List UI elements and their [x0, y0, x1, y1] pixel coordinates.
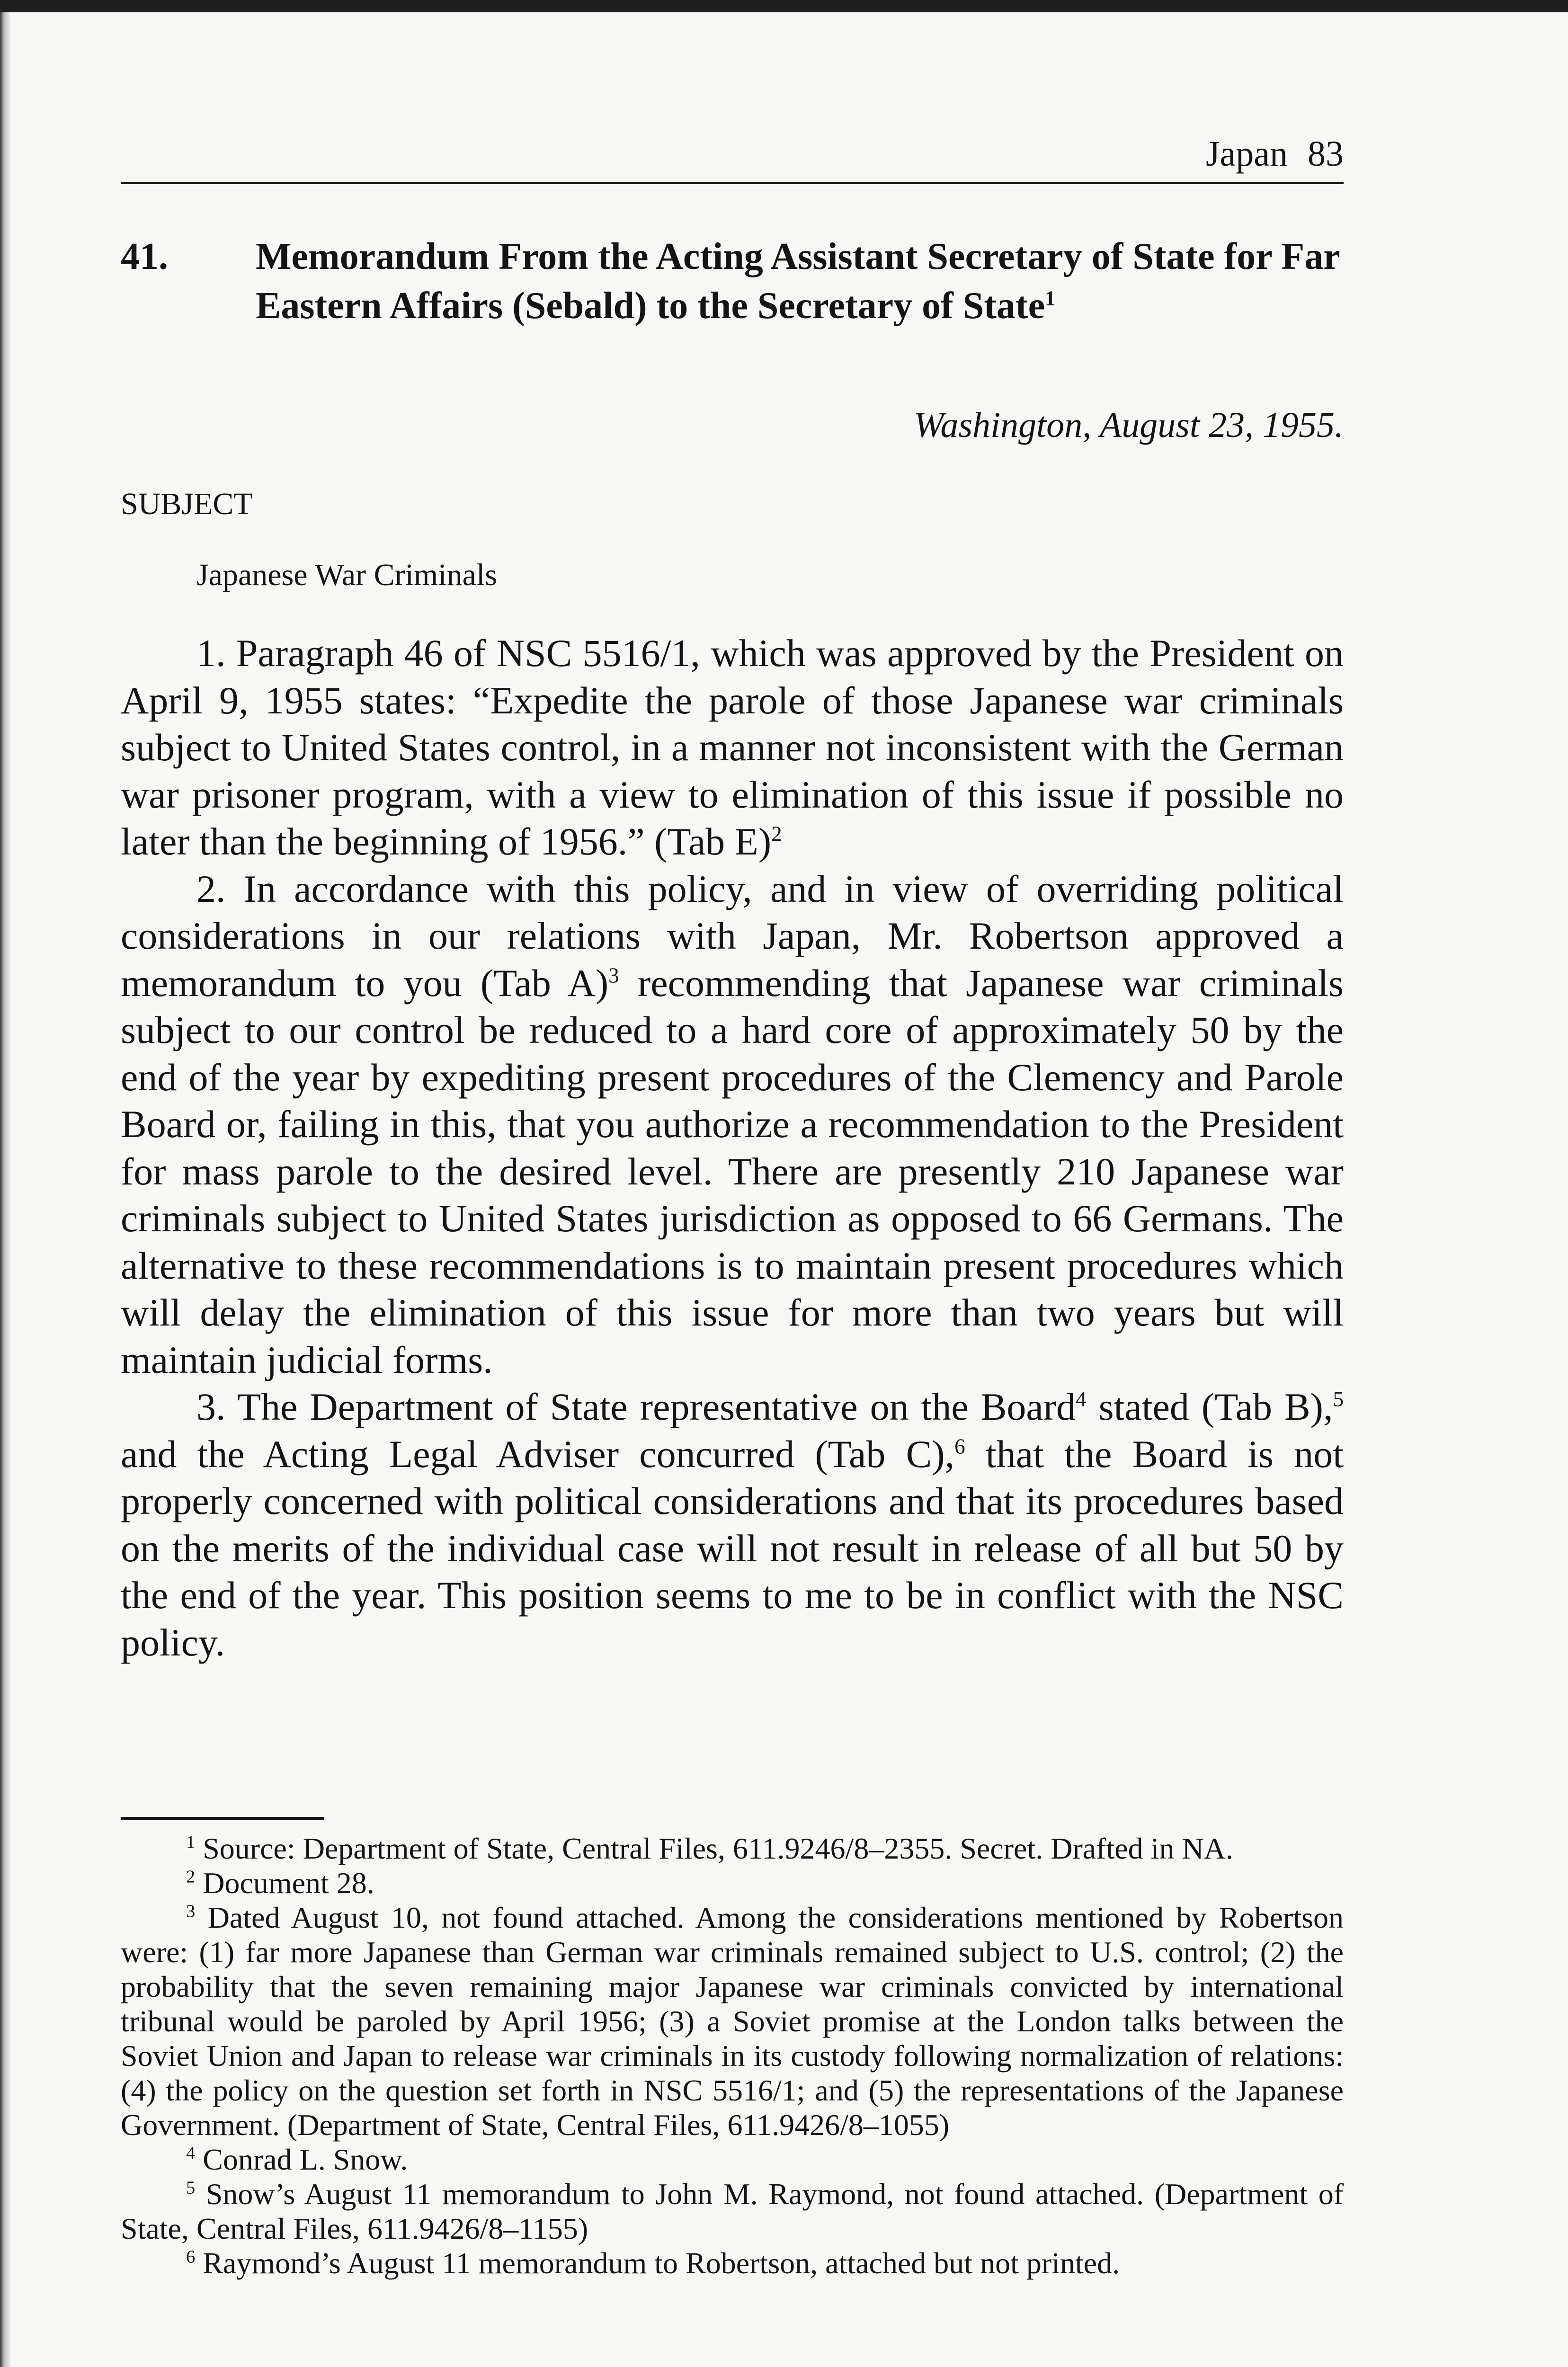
paragraph-1: 1. Paragraph 46 of NSC 5516/1, which was approved by the President on April 9, 1955 states: “Expedite the parole of those Japanese war criminals subject to United States control, in a manner not inconsistent with the German war prisoner program, with a view to elimination of this issue if possible no later than the beginning of 1956.” (Tab E)$^2$	[121, 632, 1344, 863]
footnote-4: $^4$ Conrad L. Snow.	[186, 2143, 408, 2176]
footnote-ref: 6	[954, 1434, 965, 1459]
footnote-ref: 5	[1333, 1387, 1344, 1411]
subject-value: Japanese War Criminals	[196, 558, 497, 592]
dateline: Washington, August 23, 1955.	[914, 405, 1344, 445]
paragraph-2: 2. In accordance with this policy, and in view of overriding political considerations in our relations with Japan, Mr. Robertson approved a memorandum to you (Tab A)$^3$ recommending that Japanese war criminals subject to our control be reduced to a hard core of approximately 50 by the end of the year by expediting present procedures of the Clemency and Parole Board or, failing in this, that you authorize a recommendation to the President for mass parole to the desired level. There are presently 210 Japanese war criminals subject to United States jurisdiction as opposed to 66 Germans. The alternative to these recommendations is to maintain present procedures which will delay the elimination of this issue for more than two years but will maintain judicial forms.	[121, 867, 1344, 1381]
subject-label: SUBJECT	[121, 487, 253, 521]
footnote-ref: 4	[1076, 1387, 1087, 1411]
page-number: 83	[1308, 134, 1344, 174]
memo-body	[121, 630, 1344, 1666]
footnotes	[121, 1831, 1344, 2280]
footnote-3: $^3$ Dated August 10, not found attached. Among the considerations mentioned by Robertson were: (1) far more Japanese than German war criminals remained subject to U.S. control; (2) the probability that the seven remaining major Japanese war criminals convicted by international tribunal would be paroled by April 1956; (3) a Soviet promise at the London talks between the Soviet Union and Japan to release war criminals in its custody following normalization of relations: (4) the policy on the question set forth in NSC 5516/1; and (5) the representations of the Japanese Government. (Department of State, Central Files, 611.9426/8–1055)	[121, 1901, 1344, 2142]
footnote-ref: 2	[771, 822, 782, 846]
footnote-2: $^2$ Document 28.	[186, 1866, 374, 1900]
footnote-divider	[121, 1817, 324, 1820]
scan-top-border	[0, 0, 1568, 12]
document-title	[256, 232, 1345, 330]
footnote-1: $^1$ Source: Department of State, Central Files, 611.9246/8–2355. Secret. Drafted in NA.	[186, 1832, 1233, 1865]
footnote-ref: 1	[1045, 286, 1056, 310]
footnote-5: $^5$ Snow’s August 11 memorandum to John M. Raymond, not found attached. (Department of State, Central Files, 611.9426/8–1155)	[121, 2177, 1344, 2245]
document-title-text: Memorandum From the Acting Assistant Secretary of State for Far Eastern Affairs (Sebald) to the Secretary of State	[256, 236, 1340, 327]
document-number: 41.	[121, 236, 168, 277]
footnote-ref: 3	[608, 963, 619, 988]
footnote-6: $^6$ Raymond’s August 11 memorandum to Robertson, attached but not printed.	[186, 2246, 1120, 2280]
paragraph-3: 3. The Department of State representative on the Board$^4$ stated (Tab B),$^5$ and the Acting Legal Adviser concurred (Tab C),$^6$ that the Board is not properly concerned with political considerations and that its procedures based on the merits of the individual case will not result in release of all but 50 by the end of the year. This position seems to me to be in conflict with the NSC policy.	[121, 1385, 1344, 1664]
running-head-section: Japan	[1205, 134, 1288, 174]
scan-left-edge	[0, 12, 10, 2367]
running-head	[121, 130, 1344, 184]
